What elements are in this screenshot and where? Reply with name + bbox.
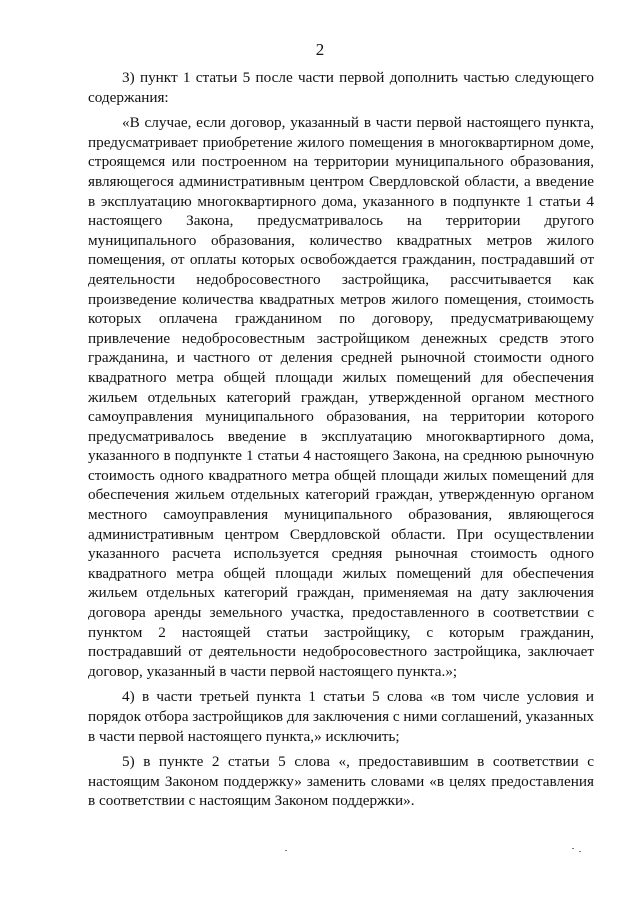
scan-speck <box>579 851 581 852</box>
scan-speck <box>572 848 574 849</box>
document-body <box>88 68 594 817</box>
paragraph-item-3-quote: «В случае, если договор, указанный в части первой настоящего пункта, предусматривает приобретение жилого помещения в многоквартирном доме, строящемся или построенном на территории муниципального образования, являющегося административным центром Свердловской области, а введение в эксплуатацию многоквартирного дома, указанного в подпункте 1 статьи 4 настоящего Закона, предусматривалось на территории другого муниципального образования, количество квадратных метров жилого помещения, от оплаты которых освобождается гражданин, пострадавший от деятельности недобросовестного застройщика, рассчитывается как произведение количества квадратных метров жилого помещения, стоимость которых оплачена гражданином по договору, предусматривающему привлечение недобросовестным застройщиком денежных средств этого гражданина, и частного от деления средней рыночной стоимости одного квадратного метра общей площади жилых помещений для обеспечения жильем отдельных категорий граждан, утвержденной органом местного самоуправления муниципального образования, на территории которого предусматривалось введение в эксплуатацию многоквартирного дома, указанного в подпункте 1 статьи 4 настоящего Закона, на среднюю рыночную стоимость одного квадратного метра общей площади жилых помещений для обеспечения жильем отдельных категорий граждан, утвержденную органом местного самоуправления муниципального образования, являющегося административным центром Свердловской области. При осуществлении указанного расчета используется средняя рыночная стоимость одного квадратного метра общей площади жилых помещений для обеспечения жильем отдельных категорий граждан, применяемая на дату заключения договора аренды земельного участка, предоставленного в соответствии с пунктом 2 настоящей статьи застройщику, с которым гражданин, пострадавший от деятельности недобросовестного застройщика, заключает договор, указанный в части первой настоящего пункта.»; <box>88 114 594 680</box>
paragraph-item-5: 5) в пункте 2 статьи 5 слова «, предоставившим в соответствии с настоящим Законом поддержку» заменить словами «в целях предоставления в соответствии с настоящим Законом поддержки». <box>88 753 594 810</box>
scan-speck <box>285 850 287 851</box>
paragraph-item-3-intro: 3) пункт 1 статьи 5 после части первой дополнить частью следующего содержания: <box>88 69 594 106</box>
paragraph-item-4: 4) в части третьей пункта 1 статьи 5 слова «в том числе условия и порядок отбора застройщиков для заключения с ними соглашений, указанных в части первой настоящего пункта,» исключить; <box>88 688 594 745</box>
page-number: 2 <box>315 40 325 59</box>
